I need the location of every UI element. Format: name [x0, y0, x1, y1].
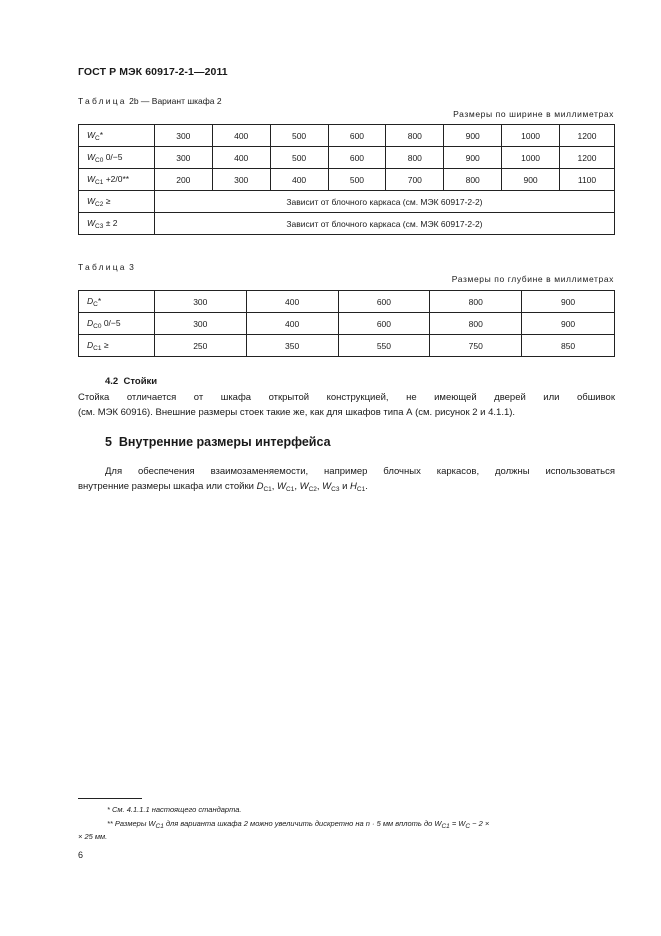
- page-number: 6: [78, 850, 84, 860]
- subscript: C3: [331, 486, 340, 493]
- footnote-2: [107, 817, 623, 833]
- symbol: W: [87, 195, 96, 206]
- table-cell-span: Зависит от блочного каркаса (см. МЭК 60917-2-2): [154, 213, 614, 235]
- table-cell: 1000: [502, 147, 560, 169]
- table-cell: 700: [386, 169, 444, 191]
- symbol: D: [87, 295, 94, 306]
- table-cell: 600: [328, 125, 386, 147]
- separator: ,: [316, 481, 323, 492]
- table-3-units: Размеры по глубине в миллиметрах: [451, 274, 614, 284]
- footnote-text: − 2 ×: [470, 819, 490, 828]
- subscript: C1: [441, 823, 450, 830]
- symbol: W: [277, 481, 286, 492]
- row-label: [79, 213, 155, 235]
- table-row: [79, 313, 615, 335]
- table-cell: 400: [212, 125, 270, 147]
- table-cell: 600: [338, 313, 430, 335]
- separator: ,: [294, 481, 300, 492]
- row-label: [79, 291, 155, 313]
- section-title: Стойки: [123, 376, 158, 387]
- subscript: C1: [155, 823, 164, 830]
- table-cell: 800: [444, 169, 502, 191]
- table-row: [79, 169, 615, 191]
- table-cell: 250: [154, 335, 246, 357]
- table-cell: 900: [444, 147, 502, 169]
- row-label: [79, 335, 155, 357]
- section-number: 5: [105, 435, 112, 449]
- symbol: W: [87, 217, 96, 228]
- row-label: [79, 169, 155, 191]
- table-cell: 600: [328, 147, 386, 169]
- table-cell: 850: [522, 335, 615, 357]
- table-cell: 1100: [560, 169, 615, 191]
- table-row: [79, 191, 615, 213]
- symbol: W: [87, 173, 96, 184]
- table-3-caption-rest: 3: [129, 262, 134, 272]
- subscript: C1: [286, 486, 295, 493]
- table-cell: 300: [154, 125, 212, 147]
- table-cell: 500: [270, 147, 328, 169]
- section-4-2-line-2: (см. МЭК 60916). Внешние размеры стоек такие же, как для шкафов типа А (см. рисунок 2 и 4.1.1).: [78, 407, 516, 418]
- table-cell: 1000: [502, 125, 560, 147]
- table-row: [79, 291, 615, 313]
- section-5-heading: [105, 435, 331, 449]
- symbol: D: [87, 317, 94, 328]
- table-word: Таблица: [78, 262, 127, 272]
- table-cell: 800: [430, 313, 522, 335]
- table-cell: 500: [328, 169, 386, 191]
- table-cell: 400: [212, 147, 270, 169]
- symbol: D: [256, 481, 264, 492]
- document-header: ГОСТ Р МЭК 60917-2-1—2011: [78, 66, 228, 78]
- symbol: W: [299, 481, 309, 492]
- table-cell: 200: [154, 169, 212, 191]
- footnote-2-continued: × 25 мм.: [78, 832, 108, 841]
- subscript: C: [465, 823, 471, 830]
- row-label: [79, 313, 155, 335]
- subscript: C1: [263, 486, 272, 493]
- footnote-1: * См. 4.1.1.1 настоящего стандарта.: [107, 805, 242, 814]
- table-cell: 350: [246, 335, 338, 357]
- table-2b-caption-rest: 2b — Вариант шкафа 2: [129, 96, 222, 106]
- conjunction: и: [339, 481, 351, 492]
- table-row: [79, 147, 615, 169]
- subscript: C1: [356, 486, 366, 493]
- table-cell: 500: [270, 125, 328, 147]
- table-cell: 300: [154, 147, 212, 169]
- table-cell: 400: [246, 291, 338, 313]
- table-3-caption: [78, 262, 134, 272]
- tolerance: ≥: [101, 339, 109, 350]
- tolerance: ± 2: [103, 217, 118, 228]
- footnote-text: ** Размеры W: [107, 819, 156, 828]
- footnote-rule: [78, 798, 142, 799]
- symbol: W: [322, 481, 332, 492]
- table-cell: 300: [212, 169, 270, 191]
- line-text: внутренние размеры шкафа или стойки: [78, 481, 257, 492]
- table-2b: [78, 124, 615, 235]
- table-2b-caption: [78, 96, 222, 106]
- section-number: 4.2: [105, 376, 119, 387]
- table-3: [78, 290, 615, 357]
- footnote-text: = W: [449, 819, 466, 828]
- table-row: [79, 335, 615, 357]
- subscript: C0: [93, 322, 102, 330]
- section-5-line-1: Для обеспечения взаимозаменяемости, например блочных каркасов, должны использоваться: [105, 466, 615, 477]
- table-cell: 900: [444, 125, 502, 147]
- subscript: C: [95, 134, 100, 142]
- section-4-2-line-1: Стойка отличается от шкафа открытой конструкцией, не имеющей дверей или обшивок: [78, 392, 615, 403]
- subscript: C1: [93, 344, 102, 352]
- tolerance: 0/−5: [101, 317, 121, 328]
- table-cell-span: Зависит от блочного каркаса (см. МЭК 60917-2-2): [154, 191, 614, 213]
- symbol: W: [87, 151, 96, 162]
- tolerance: 0/−5: [103, 151, 123, 162]
- subscript: C: [93, 300, 98, 308]
- section-5-line-2: [78, 479, 623, 497]
- row-label: [79, 191, 155, 213]
- subscript: C1: [95, 178, 104, 186]
- symbol: D: [87, 339, 94, 350]
- row-label: [79, 147, 155, 169]
- table-cell: 550: [338, 335, 430, 357]
- period: .: [365, 481, 368, 492]
- subscript: C2: [308, 486, 317, 493]
- table-cell: 750: [430, 335, 522, 357]
- table-cell: 800: [430, 291, 522, 313]
- table-cell: 400: [246, 313, 338, 335]
- subscript: C3: [95, 222, 104, 230]
- footnote-text: для варианта шкафа 2 можно увеличить дискретно на n · 5 мм вплоть до W: [163, 819, 442, 828]
- subscript: C0: [95, 156, 104, 164]
- tolerance: +2/0**: [103, 173, 130, 184]
- section-title: Внутренние размеры интерфейса: [118, 435, 331, 449]
- subscript: C2: [95, 200, 104, 208]
- table-cell: 600: [338, 291, 430, 313]
- table-cell: 900: [522, 313, 615, 335]
- row-label: [79, 125, 155, 147]
- table-cell: 400: [270, 169, 328, 191]
- table-cell: 1200: [560, 125, 615, 147]
- table-row: [79, 125, 615, 147]
- tolerance: ≥: [103, 195, 111, 206]
- table-cell: 800: [386, 147, 444, 169]
- table-word: Таблица: [78, 96, 127, 106]
- symbol: H: [350, 481, 357, 492]
- table-row: [79, 213, 615, 235]
- tolerance: *: [99, 129, 104, 140]
- separator: ,: [271, 481, 278, 492]
- symbol: W: [87, 129, 96, 140]
- table-cell: 900: [502, 169, 560, 191]
- table-2b-units: Размеры по ширине в миллиметрах: [453, 109, 614, 119]
- table-cell: 800: [386, 125, 444, 147]
- table-cell: 900: [522, 291, 615, 313]
- table-cell: 300: [154, 313, 246, 335]
- section-4-2-heading: [105, 376, 157, 387]
- table-cell: 300: [154, 291, 246, 313]
- table-cell: 1200: [560, 147, 615, 169]
- tolerance: *: [97, 295, 102, 306]
